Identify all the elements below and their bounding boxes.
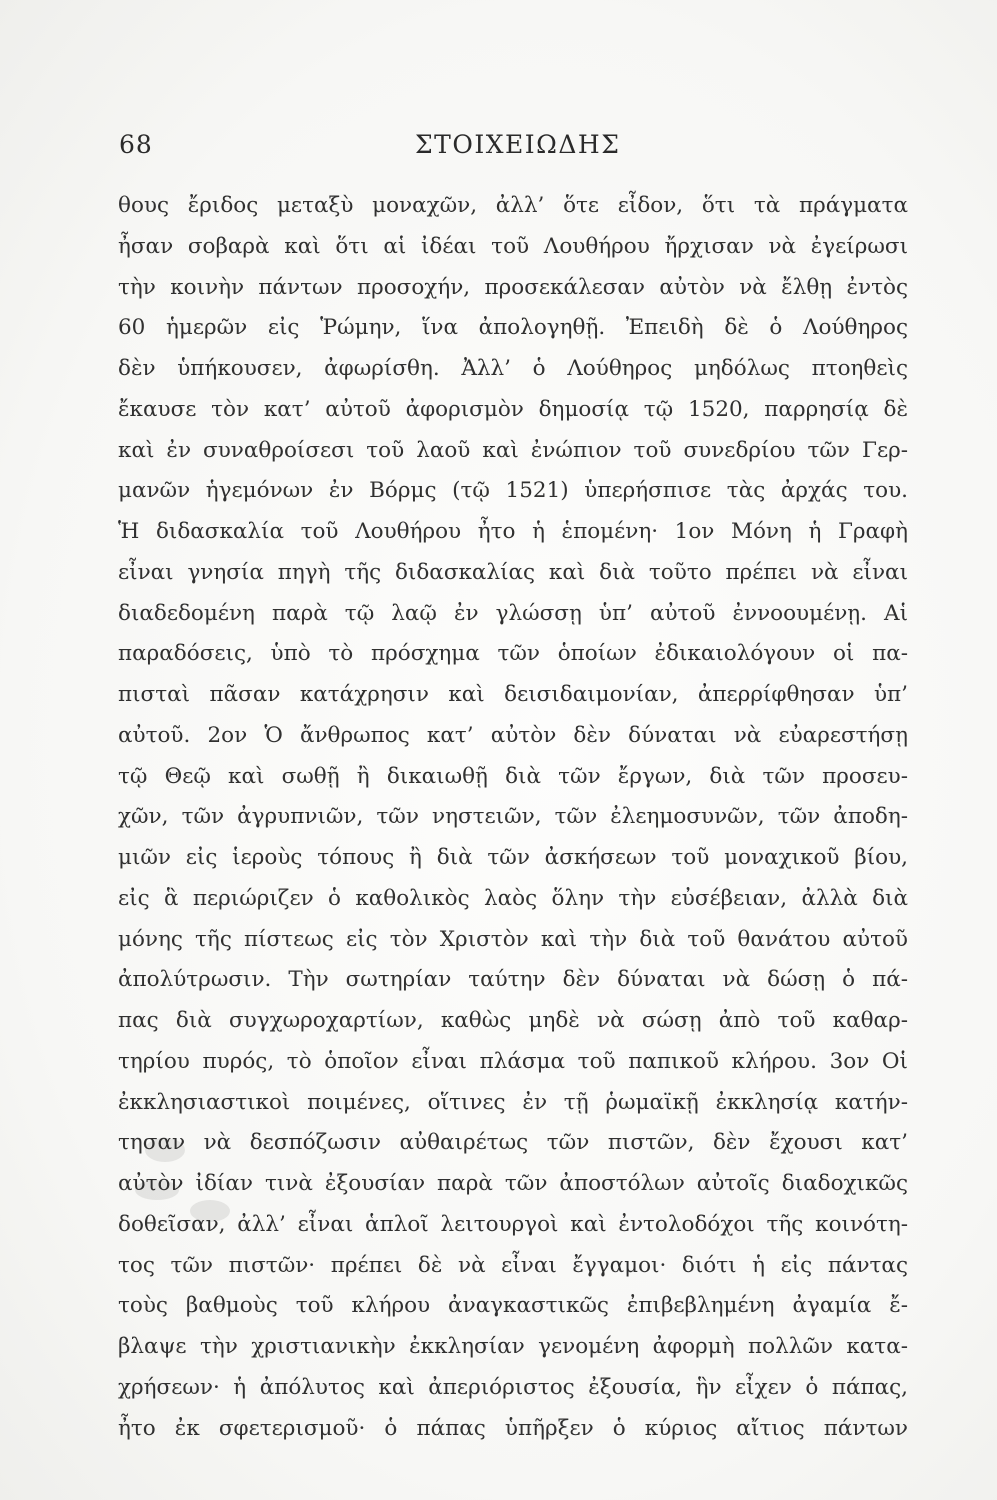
text-line: πισταὶ πᾶσαν κατάχρησιν καὶ δεισιδαιμονίαν, ἀπερρίφθησαν ὑπ’: [118, 682, 908, 707]
text-line: ἦσαν σοβαρὰ καὶ ὅτι αἱ ἰδέαι τοῦ Λουθήρου ἤρχισαν νὰ ἐγείρωσι: [118, 233, 908, 259]
text-line: δοθεῖσαν, ἀλλ’ εἶναι ἁπλοῖ λειτουργοὶ καὶ ἐντολοδόχοι τῆς κοινότη-: [118, 1211, 908, 1237]
text-line: δὲν ὑπήκουσεν, ἀφωρίσθη. Ἀλλ’ ὁ Λούθηρος μηδόλως πτοηθεὶς: [118, 356, 908, 381]
text-line: τος τῶν πιστῶν· πρέπει δὲ νὰ εἶναι ἔγγαμοι· διότι ἡ εἰς πάντας: [118, 1252, 908, 1278]
text-line: διαδεδομένη παρὰ τῷ λαῷ ἐν γλώσσῃ ὑπ’ αὐτοῦ ἐννοουμένῃ. Αἱ: [118, 600, 908, 626]
text-line: ἦτο ἐκ σφετερισμοῦ· ὁ πάπας ὑπῆρξεν ὁ κύριος αἴτιος πάντων: [118, 1415, 908, 1441]
text-line: καὶ ἐν συναθροίσεσι τοῦ λαοῦ καὶ ἐνώπιον τοῦ συνεδρίου τῶν Γερ-: [118, 437, 908, 463]
text-line: ἐκκλησιαστικοὶ ποιμένες, οἵτινες ἐν τῇ ῥωμαϊκῇ ἐκκλησίᾳ κατήν-: [118, 1089, 908, 1115]
text-line: εἰς ἃ περιώριζεν ὁ καθολικὸς λαὸς ὅλην τὴν εὐσέβειαν, ἀλλὰ διὰ: [118, 885, 908, 911]
text-line: τηρίου πυρός, τὸ ὁποῖον εἶναι πλάσμα τοῦ παπικοῦ κλήρου. 3ον Οἱ: [118, 1048, 908, 1074]
text-line: παραδόσεις, ὑπὸ τὸ πρόσχημα τῶν ὁποίων ἐδικαιολόγουν οἱ πα-: [118, 641, 908, 667]
text-line: τῷ Θεῷ καὶ σωθῇ ἢ δικαιωθῇ διὰ τῶν ἔργων, διὰ τῶν προσευ-: [118, 763, 908, 789]
text-line: μόνης τῆς πίστεως εἰς τὸν Χριστὸν καὶ τὴν διὰ τοῦ θανάτου αὐτοῦ: [118, 926, 908, 952]
running-title: ΣΤΟΙΧΕΙΩΔΗΣ: [415, 130, 621, 159]
text-line: πας διὰ συγχωροχαρτίων, καθὼς μηδὲ νὰ σώσῃ ἀπὸ τοῦ καθαρ-: [118, 1008, 908, 1033]
body-text: [118, 186, 908, 1449]
text-line: αὐτὸν ἰδίαν τινὰ ἐξουσίαν παρὰ τῶν ἀποστόλων αὐτοῖς διαδοχικῶς: [118, 1171, 908, 1196]
text-line: Ἡ διδασκαλία τοῦ Λουθήρου ἦτο ἡ ἑπομένη· 1ον Μόνη ἡ Γραφὴ: [118, 519, 908, 544]
text-line: χρήσεων· ἡ ἀπόλυτος καὶ ἀπεριόριστος ἐξουσία, ἣν εἶχεν ὁ πάπας,: [118, 1374, 908, 1400]
text-line: αὐτοῦ. 2ον Ὁ ἄνθρωπος κατ’ αὐτὸν δὲν δύναται νὰ εὐαρεστήσῃ: [118, 722, 908, 748]
page-number: 68: [119, 130, 153, 159]
text-line: βλαψε τὴν χριστιανικὴν ἐκκλησίαν γενομένη ἀφορμὴ πολλῶν κατα-: [118, 1334, 908, 1359]
text-line: μανῶν ἡγεμόνων ἐν Βόρμς (τῷ 1521) ὑπερήσπισε τὰς ἀρχάς του.: [118, 478, 908, 504]
text-line: τησαν νὰ δεσπόζωσιν αὐθαιρέτως τῶν πιστῶν, δὲν ἔχουσι κατ’: [118, 1130, 908, 1156]
text-line: τοὺς βαθμοὺς τοῦ κλήρου ἀναγκαστικῶς ἐπιβεβλημένη ἀγαμία ἔ-: [118, 1293, 908, 1319]
text-line: εἶναι γνησία πηγὴ τῆς διδασκαλίας καὶ διὰ τοῦτο πρέπει νὰ εἶναι: [118, 559, 908, 585]
text-line: ἔκαυσε τὸν κατ’ αὐτοῦ ἀφορισμὸν δημοσίᾳ τῷ 1520, παρρησίᾳ δὲ: [118, 396, 908, 422]
text-line: χῶν, τῶν ἀγρυπνιῶν, τῶν νηστειῶν, τῶν ἐλεημοσυνῶν, τῶν ἀποδη-: [118, 804, 908, 830]
text-line: θους ἔριδος μεταξὺ μοναχῶν, ἀλλ’ ὅτε εἶδον, ὅτι τὰ πράγματα: [118, 193, 908, 218]
text-line: ἀπολύτρωσιν. Τὴν σωτηρίαν ταύτην δὲν δύναται νὰ δώσῃ ὁ πά-: [118, 967, 908, 993]
page-header: [0, 130, 997, 170]
text-line: 60 ἡμερῶν εἰς Ῥώμην, ἵνα ἀπολογηθῇ. Ἐπειδὴ δὲ ὁ Λούθηρος: [118, 315, 908, 341]
text-line: τὴν κοινὴν πάντων προσοχήν, προσεκάλεσαν αὐτὸν νὰ ἔλθῃ ἐντὸς: [118, 274, 908, 300]
text-line: μιῶν εἰς ἱεροὺς τόπους ἢ διὰ τῶν ἀσκήσεων τοῦ μοναχικοῦ βίου,: [118, 845, 908, 870]
